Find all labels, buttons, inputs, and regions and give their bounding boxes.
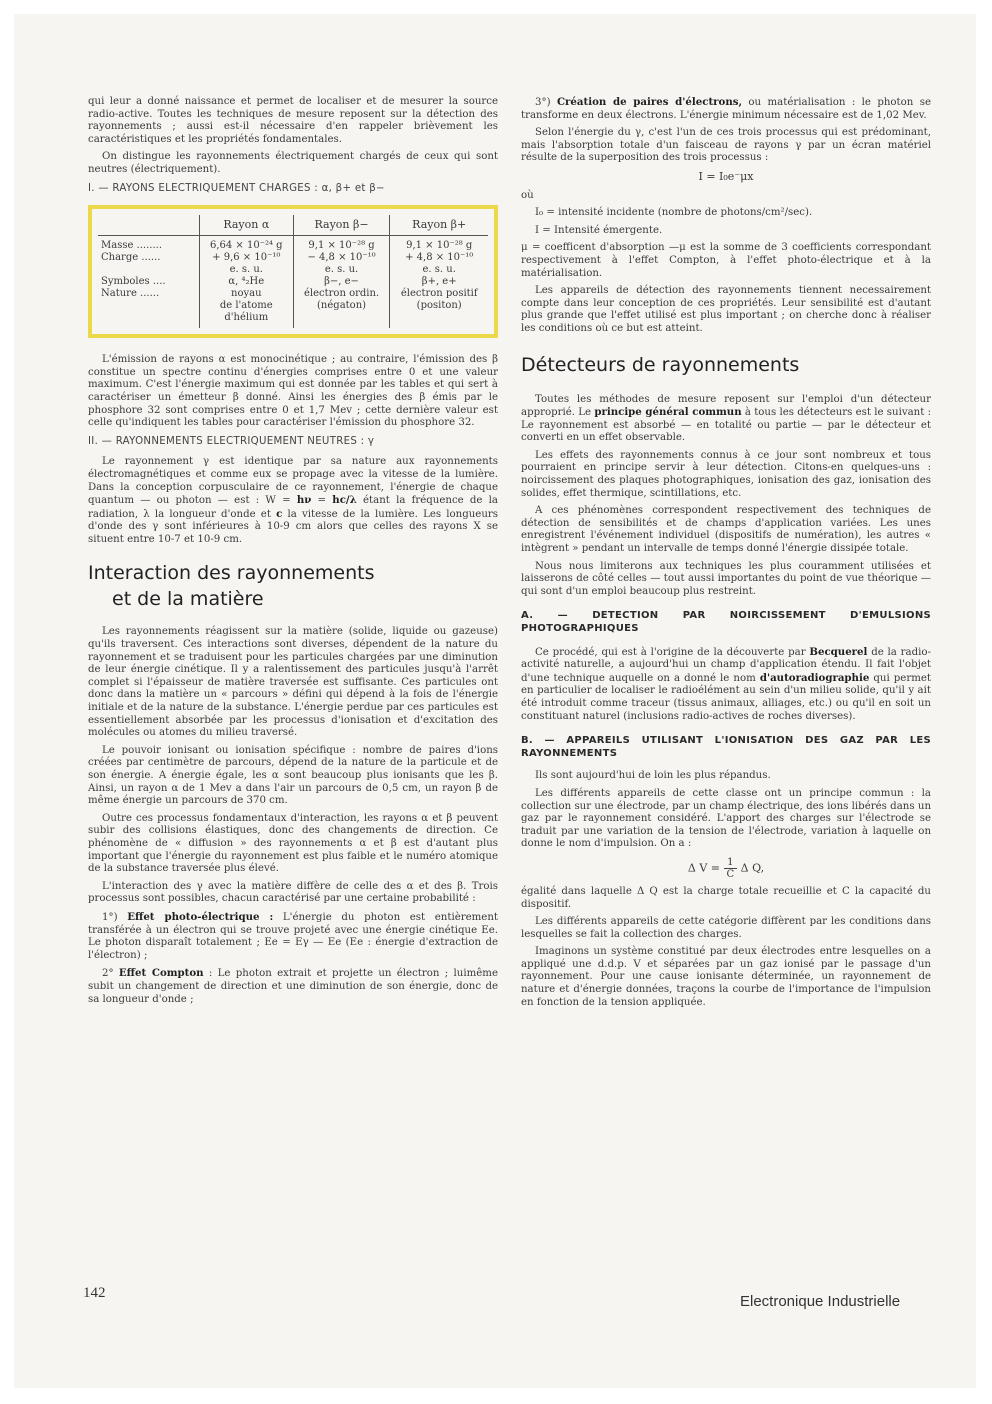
- paragraph: Les appareils de détection des rayonnements tiennent necessairement compte dans leur conception de ces propriétés. Leur sensibilité est d'autant plus grande que l'effet utilisé est plus important ; on cherche donc à réaliser les conditions où ce but est atteint.: [521, 285, 931, 334]
- table-cell: noyau: [231, 288, 262, 300]
- text-run-bold: Effet photo-électrique :: [127, 910, 274, 923]
- paragraph: Les différents appareils de cette catégorie diffèrent par les conditions dans lesquelles se fait la collection des charges.: [521, 916, 931, 940]
- paragraph: [88, 967, 498, 1006]
- text-run-bold: Becquerel: [809, 645, 868, 658]
- formula-part: Δ Q,: [737, 861, 765, 875]
- table-cell: de l'atome: [219, 300, 273, 312]
- paragraph: μ = coefficent d'absorption —μ est la somme de 3 coefficients correspondant respectivement à l'effet Compton, à l'effet photo-électrique et à la matérialisation.: [521, 242, 931, 279]
- section-heading-a: A. — DETECTION PAR NOIRCISSEMENT D'EMULSIONS PHOTOGRAPHIQUES: [521, 610, 931, 634]
- table-cell: − 4,8 × 10⁻¹⁰: [307, 252, 376, 264]
- table-col-beta-minus: [293, 236, 390, 329]
- table-cell: (positon): [416, 300, 462, 312]
- table-cell: électron ordin.: [304, 288, 380, 300]
- text-run: Ce procédé, qui est à l'origine de la découverte par: [535, 646, 810, 658]
- paragraph: Outre ces processus fondamentaux d'interaction, les rayons α et β peuvent subir des collisions élastiques, donc des changements de direction. Ce phénomène de « diffusion » des rayonnements α et β est d'autant plus important que l'énergie du rayonnement est plus faible et le numéro atomique de la substance traversée plus élevé.: [88, 812, 498, 875]
- fraction-denominator: C: [726, 868, 735, 880]
- text-run: Toutes les méthodes de mesure reposent sur l'emploi d'un détecteur approprié. Le: [521, 393, 931, 419]
- text-run-bold: Création de paires d'électrons,: [556, 96, 743, 108]
- table-row-labels: Masse ........ Charge ...... Symboles .... Nature ......: [101, 240, 166, 300]
- table-header-alpha: Rayon α: [199, 215, 293, 236]
- text-run-bold: hc/λ: [332, 494, 357, 507]
- table-header-beta-plus: Rayon β+: [390, 215, 488, 236]
- paragraph: [521, 96, 931, 122]
- paragraph: où: [521, 189, 534, 201]
- table-cell: e. s. u.: [229, 264, 263, 276]
- formula-impulse: [521, 857, 931, 880]
- title-line: et de la matière: [112, 588, 264, 611]
- paragraph: Ils sont aujourd'hui de loin les plus répandus.: [535, 770, 771, 782]
- paragraph: [88, 456, 498, 546]
- table-cell: (négaton): [317, 300, 367, 312]
- section-heading-neutral: II. — RAYONNEMENTS ELECTRIQUEMENT NEUTRES : γ: [88, 435, 375, 447]
- section-title-detectors: Détecteurs de rayonnements: [521, 353, 800, 376]
- paragraph: Les différents appareils de cette classe ont un principe commun : la collection sur une électrode, par un champ électrique, des ions libérés dans un gaz par le rayonnement considéré. L'apport des charges sur l'électrode se traduit par une variation de la tension de l'électrode, variation à laquelle on donne le nom d'impulsion. On a :: [521, 787, 931, 850]
- paragraph: qui leur a donné naissance et permet de localiser et de mesurer la source radio-active. Toutes les techniques de mesure reposent sur la détection des rayonnements ; aussi est-il nécessaire d'en rappeler brièvement les caractéristiques et les propriétés fondamentales.: [88, 96, 498, 145]
- paragraph: Le pouvoir ionisant ou ionisation spécifique : nombre de paires d'ions créées par centimètre de parcours, dépend de la nature de la particule et de son énergie. A énergie égale, les α sont beaucoup plus ionisants que les β. Ainsi, un rayon α de 1 Mev a dans l'air un parcours de 0,5 cm, un rayon β de même énergie un parcours de 370 cm.: [88, 744, 498, 807]
- table-header-beta-minus: Rayon β−: [293, 215, 390, 236]
- table-col-beta-plus: [390, 236, 488, 329]
- fraction: [724, 857, 738, 880]
- table-cell: + 4,8 × 10⁻¹⁰: [405, 252, 474, 264]
- section-heading-b: B. — APPAREILS UTILISANT L'IONISATION DES GAZ PAR LES RAYONNEMENTS: [521, 735, 931, 759]
- definition: I₀ = intensité incidente (nombre de photons/cm²/sec).: [535, 207, 813, 219]
- formula-part: Δ V =: [687, 861, 724, 875]
- text-run: 2°: [102, 968, 119, 980]
- paragraph: [521, 394, 931, 445]
- paragraph: A ces phénomènes correspondent respectivement des techniques de détection de sensibilités et de champs d'application variées. Les unes enregistrent l'événement individuel (dispositifs de numération), les autres « intègrent » pendant un intervalle de temps donné l'énergie dissipée totale.: [521, 505, 931, 555]
- text-run: qui permet en particulier de localiser le radioélément au sein d'un milieu solide, qu'il y ait été introduit comme traceur (tissus animaux, alliages, etc.) ou qu'il en soit un constituant naturel (inclusions radio-actives de roches diverses).: [521, 672, 931, 722]
- section-heading-charged: I. — RAYONS ELECTRIQUEMENT CHARGES : α, β+ et β−: [88, 182, 385, 194]
- text-run: =: [311, 495, 333, 507]
- table-cell: d'hélium: [224, 312, 269, 324]
- paragraph: Les rayonnements réagissent sur la matière (solide, liquide ou gazeuse) qu'ils traversent. Ces interactions sont diverses, dépendent de la nature du rayonnement et se traduisent pour les particules chargées par une diminution de leur énergie cinétique. Il y a ralentissement des particules jusqu'à l'arrêt complet si l'épaisseur de matière traversée est suffisante. Ces particules ont donc dans la matière un « parcours » défini qui dépend à la fois de l'énergie initiale et de la nature de la substance. L'énergie perdue par ces particules est essentiellement absorbée par les processus d'ionisation et d'excitation des molécules ou atomes du milieu traversé.: [88, 626, 498, 739]
- radiation-table: [98, 215, 488, 328]
- text-run: de la radio-activité naturelle, a aujourd'hui un champ d'application étendu. Il fait l'objet d'une technique auquelle on a donné le nom: [521, 646, 931, 684]
- paragraph: L'émission de rayons α est monocinétique ; au contraire, l'émission des β constitue un spectre continu d'énergies comprises entre 0 et une valeur maximum. C'est l'énergie maximum qui est donnée par les tables et qui sert à caractériser un émetteur β donné. Ainsi les énergies des β émis par le phosphore 32 sont comprises entre 0 et 1,7 Mev ; cette dernière valeur est celle qu'indiquent les tables pour caractériser l'émission du phosphore 32.: [88, 354, 498, 429]
- text-run-bold: c: [276, 507, 283, 520]
- journal-title: Electronique Industrielle: [740, 1293, 901, 1310]
- paragraph: égalité dans laquelle Δ Q est la charge totale recueillie et C la capacité du dispositif.: [521, 885, 931, 910]
- text-run: Le rayonnement γ est identique par sa nature aux rayonnements électromagnétiques et comme eux se propage avec la vitesse de la lumière. Dans la conception corpusculaire de ce rayonnement, l'énergie de chaque quantum — ou photon — est : W =: [88, 456, 498, 507]
- table-cell: α, ⁴₂He: [228, 276, 265, 288]
- paragraph: [521, 646, 931, 724]
- paragraph: Les effets des rayonnements connus à ce jour sont nombreux et tous pourraient en principe servir à leur détection. Citons-en quelques-uns : noircissement des plaques photographiques, ionisation des gaz, ionisation des solides, effet thermique, scintillations, etc.: [521, 449, 931, 499]
- section-title-interaction: [88, 560, 498, 612]
- text-run: 3°): [535, 97, 557, 108]
- text-run-bold: d'autoradiographie: [759, 671, 870, 684]
- text-run-bold: hν: [296, 494, 312, 507]
- paragraph: L'interaction des γ avec la matière diffère de celle des α et des β. Trois processus sont possibles, chacun caractérisé par une certaine probabilité :: [88, 880, 498, 905]
- table-cell: 6,64 × 10⁻²⁴ g: [209, 240, 283, 252]
- paragraph: Imaginons un système constitué par deux électrodes entre lesquelles on a appliqué une d.d.p. V et séparées par un gaz ionisé par le passage d'un rayonnement. Pour une cause ionisante déterminée, un rayonnement de nature et d'énergie données, traçons la courbe de l'importance de l'impulsion en fonction de la tension appliquée.: [521, 946, 931, 1008]
- table-cell: e. s. u.: [324, 264, 359, 276]
- text-run: étant la fréquence de la radiation, λ la longueur d'onde et: [88, 495, 498, 520]
- table-cell: β+, e+: [421, 276, 457, 288]
- radiation-table-box: [88, 205, 498, 338]
- left-column: [88, 96, 498, 1011]
- table-col-alpha: [199, 236, 293, 329]
- paragraph: Nous nous limiterons aux techniques les plus couramment utilisées et laisserons de côté celles — tout aussi importantes du point de vue théorique — qui sont d'un emploi beaucoup plus restreint.: [521, 560, 931, 597]
- paragraph: Selon l'énergie du γ, c'est l'un de ces trois processus qui est prédominant, mais l'absorption totale d'un faisceau de rayons γ par un écran matériel résulte de la superposition des trois processus :: [521, 127, 931, 164]
- page-number: 142: [83, 1285, 106, 1301]
- text-run: à tous les détecteurs est le suivant : Le rayonnement est absorbé — en totalité ou partie — par le détecteur et converti en un effet observable.: [521, 407, 932, 444]
- table-cell: + 9,6 × 10⁻¹⁰: [212, 252, 281, 264]
- text-run: 1°): [102, 911, 128, 923]
- table-cell: e. s. u.: [422, 264, 456, 276]
- text-run: : Le photon extrait et projette un électron ; luimême subit un changement de direction et une diminution de son énergie, donc de sa longueur d'onde ;: [88, 968, 498, 1005]
- table-cell: électron positif: [400, 288, 478, 300]
- text-run-bold: principe général commun: [594, 406, 742, 419]
- table-cell: β−, e−: [324, 276, 359, 288]
- title-line: Interaction des rayonnements: [88, 562, 375, 585]
- text-run: L'énergie du photon est entièrement transférée à un électron qui se trouve projeté avec une énergie cinétique Ee. Le photon disparaît totalement ; Ee = Eγ — Ee (Ee : énergie d'extraction de l'électron) ;: [88, 911, 498, 961]
- paragraph: [88, 911, 498, 962]
- text-run: ou matérialisation : le photon se transforme en deux électrons. L'énergie minimum nécessaire est de 1,02 Mev.: [521, 97, 931, 121]
- formula-absorption: I = I₀e⁻μx: [698, 169, 754, 183]
- text-run: la vitesse de la lumière. Les longueurs d'onde des γ sont inférieures à 10-9 cm alors que celles des rayons X se situent entre 10-7 et 10-9 cm.: [88, 508, 498, 545]
- fraction-numerator: 1: [724, 857, 738, 869]
- definition: I = Intensité émergente.: [535, 224, 663, 236]
- table-cell: 9,1 × 10⁻²⁸ g: [406, 240, 473, 252]
- paragraph: On distingue les rayonnements électriquement chargés de ceux qui sont neutres (électriquement).: [88, 151, 498, 175]
- table-cell: 9,1 × 10⁻²⁸ g: [308, 240, 375, 252]
- text-run-bold: Effet Compton: [118, 967, 204, 980]
- right-column: [521, 96, 931, 1014]
